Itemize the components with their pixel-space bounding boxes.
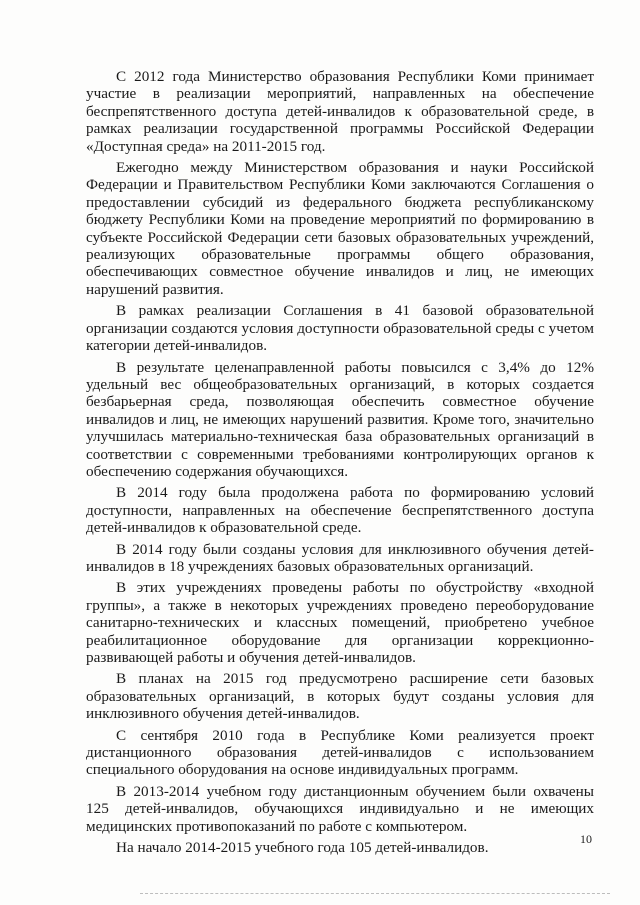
paragraph-9: С сентября 2010 года в Республике Коми реализуется проект дистанционного образования детей-инвалидов с использованием специального оборудования на основе индивидуальных программ. <box>86 726 594 779</box>
paragraph-8: В планах на 2015 год предусмотрено расширение сети базовых образовательных организаций, в которых будут созданы условия для инклюзивного обучения детей-инвалидов. <box>86 670 594 723</box>
body-text <box>86 68 594 860</box>
paragraph-11: На начало 2014-2015 учебного года 105 детей-инвалидов. <box>116 839 489 857</box>
scan-edge-line <box>140 893 610 894</box>
page-number: 10 <box>580 832 592 846</box>
paragraph-2: Ежегодно между Министерством образования и науки Российской Федерации и Правительством Республики Коми заключаются Соглашения о предоставлении субсидий из федерального бюджета республиканскому бюджету Республики Коми на проведение мероприятий по формированию в субъекте Российской Федерации сети базовых образовательных учреждений, реализующих образовательные программы общего образования, обеспечивающих совместное обучение инвалидов и лиц, не имеющих нарушений развития. <box>86 159 594 298</box>
paragraph-4: В результате целенаправленной работы повысился с 3,4% до 12% удельный вес общеобразовательных организаций, в которых создается безбарьерная среда, позволяющая обеспечить совместное обучение инвалидов и лиц, не имеющих нарушений развития. Кроме того, значительно улучшилась материально-техническая база образовательных организаций в соответствии с современными требованиями контролирующих органов к обеспечению содержания обучающихся. <box>86 358 594 480</box>
paragraph-5: В 2014 году была продолжена работа по формированию условий доступности, направленных на обеспечение беспрепятственного доступа детей-инвалидов к образовательной среде. <box>86 484 594 537</box>
paragraph-7: В этих учреждениях проведены работы по обустройству «входной группы», а также в некоторых учреждениях проведено переоборудование санитарно-технических и классных помещений, приобретено учебное реабилитационное оборудование для организации коррекционно-развивающей работы и обучения детей-инвалидов. <box>86 579 594 666</box>
paragraph-3: В рамках реализации Соглашения в 41 базовой образовательной организации создаются условия доступности образовательной среды с учетом категории детей-инвалидов. <box>86 302 594 355</box>
paragraph-10: В 2013-2014 учебном году дистанционным обучением были охвачены 125 детей-инвалидов, обучающихся индивидуально и не имеющих медицинских противопоказаний по работе с компьютером. <box>86 782 594 835</box>
paragraph-1: С 2012 года Министерство образования Республики Коми принимает участие в реализации мероприятий, направленных на обеспечение беспрепятственного доступа детей-инвалидов к образовательной среде, в рамках реализации государственной программы Российской Федерации «Доступная среда» на 2011-2015 год. <box>86 68 594 155</box>
paragraph-6: В 2014 году были созданы условия для инклюзивного обучения детей-инвалидов в 18 учреждениях базовых образовательных организаций. <box>86 540 594 575</box>
